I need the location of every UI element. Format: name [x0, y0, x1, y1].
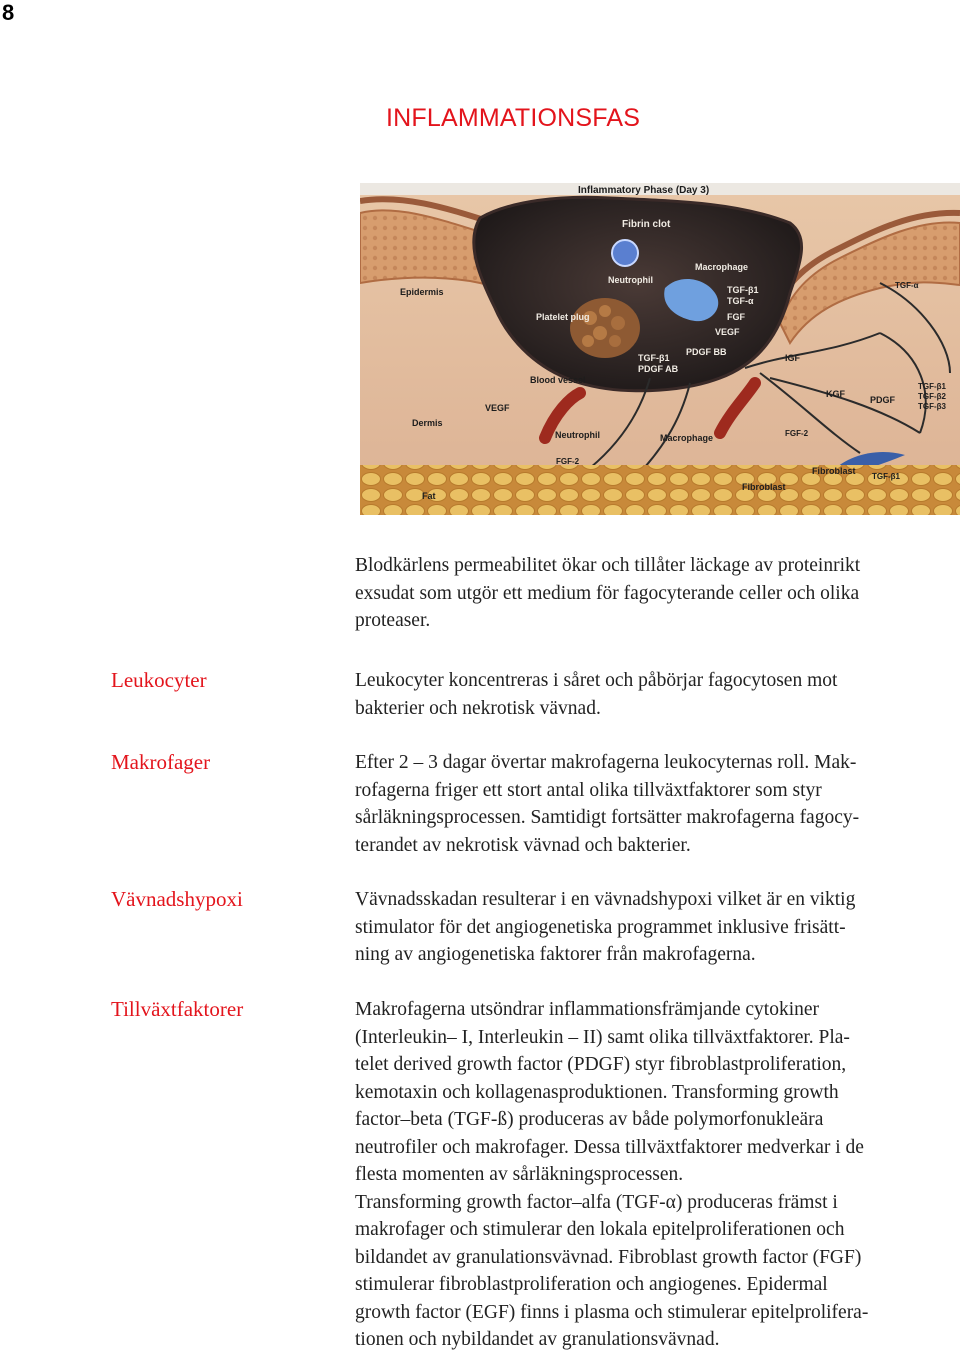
label-pdgf-bb: PDGF BB — [686, 347, 727, 357]
label-tgf-b2-r: TGF-β2 — [918, 392, 946, 401]
label-neutrophil-bottom: Neutrophil — [555, 430, 600, 440]
fat-layer — [360, 465, 960, 515]
label-vegf-left: VEGF — [485, 403, 510, 413]
text-line: Makrofagerna utsöndrar inflammationsfrämjande cytokiner — [355, 999, 820, 1020]
text-line: stimulerar fibroblastproliferation och angiogenes. Epidermal — [355, 1274, 828, 1295]
label-fibroblast-b: Fibroblast — [742, 482, 786, 492]
text-line: proteaser. — [355, 610, 431, 631]
page-number: 8 — [2, 0, 15, 25]
side-label-makrofager: Makrofager — [111, 750, 211, 774]
label-pdgf: PDGF — [870, 395, 896, 405]
text-line: Blodkärlens permeabilitet ökar och tillåter läckage av proteinrikt — [355, 555, 861, 576]
paragraph-hypoxi — [355, 886, 955, 969]
label-blood-vessel: Blood vessel — [530, 375, 586, 385]
label-tgf-b3-r: TGF-β3 — [918, 402, 946, 411]
neutrophil-cell — [612, 240, 638, 266]
text-line: Transforming growth factor–alfa (TGF-α) produceras främst i — [355, 1191, 838, 1213]
text-line: growth factor (EGF) finns i plasma och stimulerar epitelprolifera- — [355, 1301, 869, 1323]
label-pdgf-ab: PDGF AB — [638, 364, 679, 374]
label-vegf-inner: VEGF — [715, 327, 740, 337]
text-line: factor–beta (TGF-ß) produceras av både polymorfonukleära — [355, 1109, 824, 1130]
text-line: neutrofiler och makrofager. Dessa tillväxtfaktorer medverkar i de — [355, 1136, 864, 1158]
label-fat: Fat — [422, 491, 436, 501]
text-line: makrofager och stimulerar den lokala epitelproliferationen och — [355, 1219, 845, 1240]
label-fibroblast-a: Fibroblast — [812, 466, 856, 476]
side-label-leukocyter: Leukocyter — [111, 668, 207, 692]
label-tgf-a: TGF-α — [727, 296, 754, 306]
label-fgf2-a: FGF-2 — [785, 429, 809, 438]
text-line: bildandet av granulationsvävnad. Fibroblast growth factor (FGF) — [355, 1246, 862, 1268]
label-fibrin-clot: Fibrin clot — [622, 219, 671, 230]
text-line: flesta momenten av sårläkningsprocessen. — [355, 1164, 684, 1185]
side-label-tillvaxtfaktorer: Tillväxtfaktorer — [111, 997, 244, 1021]
paragraph-tillvaxtfaktorer — [355, 996, 955, 1354]
text-line: Efter 2 – 3 dagar övertar makrofagerna leukocyternas roll. Mak- — [355, 752, 857, 773]
label-kgf: KGF — [826, 389, 845, 399]
label-tgf-b1-b: TGF-β1 — [638, 353, 670, 363]
text-line: rofagerna friger ett stort antal olika tillväxtfaktorer som styr — [355, 779, 822, 801]
label-fgf: FGF — [727, 312, 745, 322]
paragraph-permeability — [355, 552, 955, 635]
illustration-svg — [360, 183, 960, 515]
text-line: telet derived growth factor (PDGF) styr fibroblastproliferation, — [355, 1054, 847, 1075]
section-heading: INFLAMMATIONSFAS — [386, 104, 641, 132]
label-tgf-b1-r: TGF-β1 — [918, 382, 946, 391]
text-line: bakterier och nekrotisk vävnad. — [355, 697, 601, 719]
label-fgf2-b: FGF-2 — [556, 457, 580, 466]
inflammatory-phase-illustration — [360, 183, 960, 515]
text-line: kemotaxin och kollagenasproduktionen. Transforming growth — [355, 1081, 839, 1103]
text-line: stimulator för det angiogenetiska programmet inklusive frisätt- — [355, 916, 846, 938]
label-neutrophil-top: Neutrophil — [608, 275, 653, 285]
paragraph-makrofager — [355, 749, 955, 859]
label-tgf-b1-a: TGF-β1 — [727, 285, 759, 295]
text-line: exsudat som utgör ett medium för fagocyterande celler och olika — [355, 582, 860, 604]
label-tgf-b1-c: TGF-β1 — [872, 472, 900, 481]
label-macrophage-bottom: Macrophage — [660, 433, 714, 443]
label-igf: IGF — [785, 353, 800, 363]
paragraph-leukocyter — [355, 667, 955, 722]
text-line: sårläkningsprocessen. Samtidigt fortsätter makrofagerna fagocy- — [355, 807, 860, 828]
side-label-vavnadshypoxi: Vävnadshypoxi — [111, 887, 243, 911]
text-line: terandet av nekrotisk vävnad och bakterier. — [355, 834, 691, 856]
text-line: (Interleukin– I, Interleukin – II) samt olika tillväxtfaktorer. Pla- — [355, 1026, 850, 1048]
label-platelet: Platelet plug — [536, 312, 590, 322]
label-dermis: Dermis — [412, 418, 443, 428]
text-line: Vävnadsskadan resulterar i en vävnadshypoxi vilket är en viktig — [355, 889, 856, 910]
text-line: ning av angiogenetiska faktorer från makrofagerna. — [355, 944, 756, 965]
text-line: tionen och nybildandet av granulationsvävnad. — [355, 1329, 720, 1350]
label-tgf-top-right: TGF-α — [895, 281, 919, 290]
figure-title: Inflammatory Phase (Day 3) — [578, 185, 710, 196]
text-line: Leukocyter koncentreras i såret och påbörjar fagocytosen mot — [355, 670, 838, 691]
label-epidermis: Epidermis — [400, 287, 444, 297]
label-macrophage-top: Macrophage — [695, 262, 749, 272]
